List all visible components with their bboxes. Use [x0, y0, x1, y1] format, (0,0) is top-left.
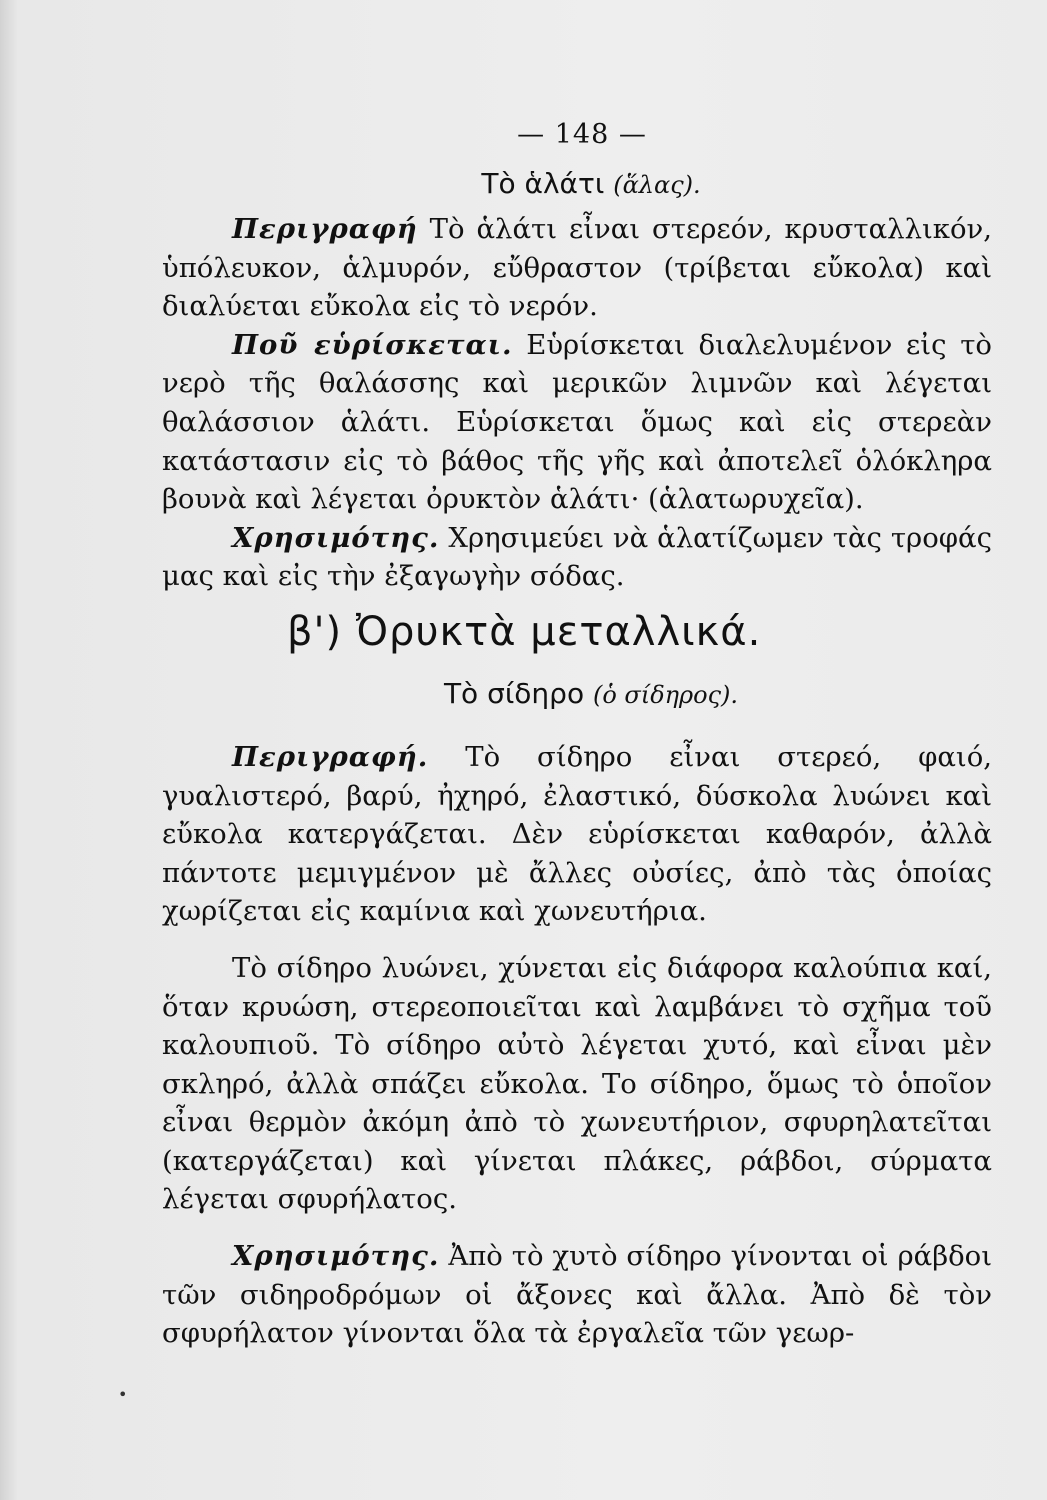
iron-usage-text: Ἀπὸ τὸ χυτὸ σίδηρο γίνονται οἱ ράβδοι τῶν σιδηροδρόμων οἱ ἄξονες καὶ ἄλλα. Ἀπὸ δὲ τὸν σφυρήλατον γίνονται ὅλα τὰ ἐργαλεῖα τῶν γεωρ- [162, 1240, 992, 1350]
salt-location-text: Εὑρίσκεται διαλελυμένον εἰς τὸ νερὸ τῆς θαλάσσης καὶ μερικῶν λιμνῶν καὶ λέγεται θαλάσσιον ἁλάτι. Εὑρίσκεται ὅμως καὶ εἰς στερεὰν κατάστασιν εἰς τὸ βάθος τῆς γῆς καὶ ἀποτελεῖ ὁλόκληρα βουνὰ καὶ λέγεται ὀρυκτὸν ἁλάτι· (ἁλατωρυχεῖα). [162, 328, 992, 516]
salt-location-paragraph [162, 326, 992, 519]
iron-description-lead: Περιγραφή. [232, 740, 429, 773]
salt-description-paragraph [162, 210, 992, 326]
iron-process-paragraph: Τὸ σίδηρο λυώνει, χύνεται εἰς διάφορα καλούπια καί, ὅταν κρυώση, στερεοποιεῖται καὶ λαμβάνει τὸ σχῆμα τοῦ καλουπιοῦ. Τὸ σίδηρο αὐτὸ λέγεται χυτό, καὶ εἶναι μὲν σκληρό, ἀλλὰ σπάζει εὔκολα. Το σίδηρο, ὅμως τὸ ὁποῖον εἶναι θερμὸν ἀκόμη ἀπὸ τὸ χωνευτήριον, σφυρηλατεῖται (κατεργάζεται) καὶ γίνεται πλάκες, ράβδοι, σύρματα λέγεται σφυρήλατος. [162, 951, 992, 1216]
section-heading-salt [190, 158, 992, 210]
section-heading-iron-title: Τὸ σίδηρο [443, 676, 585, 710]
section-heading-salt-title: Τὸ ἁλάτι [481, 167, 605, 200]
salt-location-lead: Ποῦ εὑρίσκεται. [232, 328, 513, 361]
chapter-heading: β') Ὀρυκτὰ μεταλλικά. [287, 608, 762, 655]
section-heading-salt-paren: (ἅλας). [613, 171, 701, 199]
salt-usage-text: Χρησιμεύει νὰ ἁλατίζωμεν τὰς τροφάς μας καὶ εἰς τὴν ἐξαγωγὴν σόδας. [162, 521, 992, 593]
page-text [162, 112, 992, 1353]
page-number: — 148 — [517, 119, 647, 150]
salt-description-text: Τὸ ἁλάτι εἶναι στερεόν, κρυσταλλικόν, ὑπόλευκον, ἁλμυρόν, εὔθραστον (τρίβεται εὔκολα) καὶ διαλύεται εὔκολα εἰς τὸ νερόν. [162, 213, 992, 323]
salt-description-lead: Περιγραφή [232, 213, 418, 245]
iron-usage-lead: Χρησιμότης. [232, 1240, 440, 1273]
salt-usage-lead: Χρησιμότης. [232, 521, 440, 554]
iron-description-text: Τὸ σίδηρο εἶναι στερεό, φαιό, γυαλιστερό, βαρύ, ἠχηρό, ἐλαστικό, δύσκολα λυώνει καὶ εὔκολα κατεργάζεται. Δὲν εὑρίσκεται καθαρόν, ἀλλὰ πάντοτε μεμιγμένον μὲ ἄλλες οὐσίες, ἀπὸ τὰς ὁποίας χωρίζεται εἰς καμίνια καὶ χωνευτήρια. [162, 740, 992, 928]
iron-description-paragraph [162, 738, 992, 931]
iron-usage-paragraph [162, 1237, 992, 1353]
salt-usage-paragraph [162, 519, 992, 596]
margin-mark: • [118, 1385, 128, 1404]
section-heading-iron-paren: (ὁ σίδηρος). [592, 680, 739, 709]
section-heading-iron [190, 668, 992, 720]
